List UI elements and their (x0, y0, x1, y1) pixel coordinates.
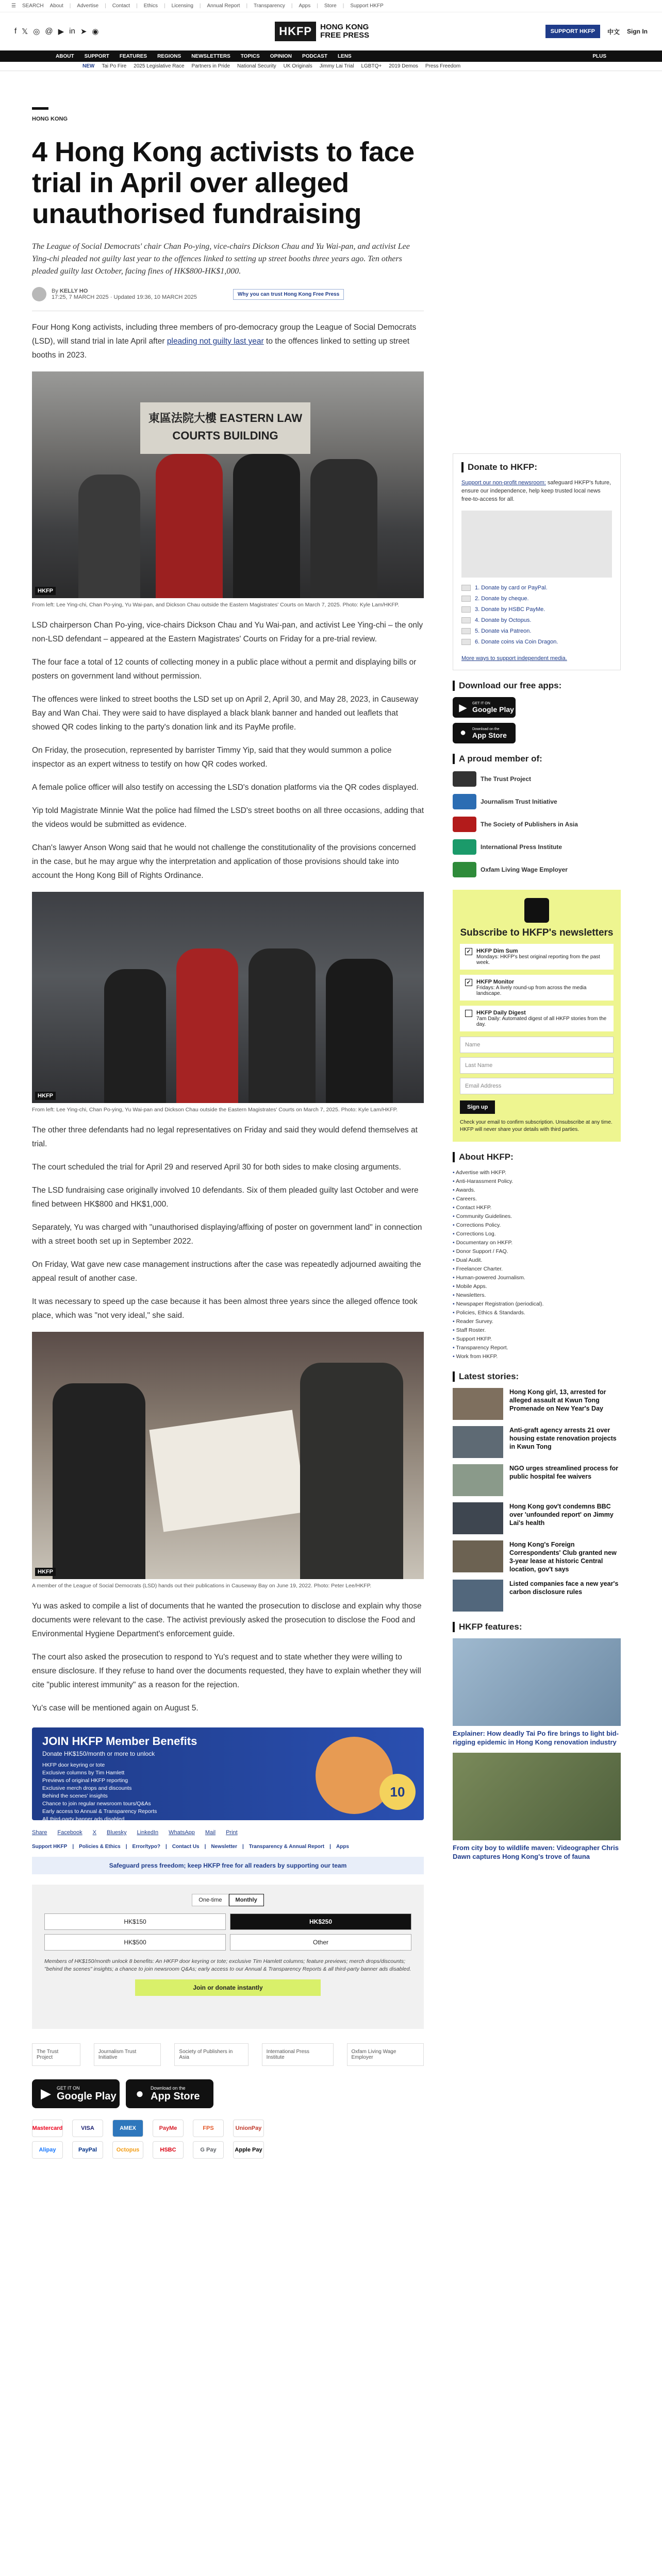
first-name-field[interactable]: Name (460, 1037, 614, 1053)
story-title[interactable]: NGO urges streamlined process for public hospital fee waivers (509, 1465, 619, 1480)
trending-link[interactable]: LGBTQ+ (361, 63, 382, 69)
search-link[interactable]: SEARCH (22, 3, 44, 9)
paragraph: Chan's lawyer Anson Wong said that he would not challenge the constitutionality of the provisions concerned in the case, but he may argue why the interpretation and application of those provisions should take into account the Hong Kong Bill of Rights Ordinance. (32, 843, 416, 880)
donate-method[interactable]: 3. Donate by HSBC PayMe. (461, 606, 612, 613)
toggle-one-time[interactable]: One-time (192, 1894, 228, 1906)
fps-icon: FPS (193, 2120, 224, 2137)
story-title[interactable]: Hong Kong gov't condemns BBC over 'unfounded report' on Jimmy Lai's health (509, 1503, 614, 1527)
share-facebook[interactable]: Facebook (57, 1829, 82, 1836)
about-link[interactable]: • Community Guidelines. (453, 1212, 621, 1221)
newsletter-note: Check your email to confirm subscription. Unsubscribe at any time. HKFP will never share your details with third parties. (460, 1120, 613, 1132)
share-x[interactable]: X (92, 1829, 97, 1836)
paragraph: LSD chairperson Chan Po-ying, vice-chairs Dickson Chau and Yu Wai-pan, and activist Lee Ying-chi – the only non-LSD defendant – appeared at the Eastern Magistrates' Courts on Friday for a pre-trial review. (32, 621, 423, 643)
publish-dates: 17:25, 7 MARCH 2025 · Updated 19:36, 10 MARCH 2025 (52, 294, 197, 300)
checkbox-checked[interactable]: ✓ (465, 979, 472, 986)
trending-link[interactable]: Tai Po Fire (102, 63, 127, 69)
latest-story[interactable] (453, 1426, 621, 1458)
court-sign: 東區法院大樓 EASTERN LAW COURTS BUILDING (140, 402, 310, 454)
photo-caption: From left: Lee Ying-chi, Chan Po-ying, Yu Wai-pan and Dickson Chau outside the Eastern Magistrates' Courts on March 7, 2025. Photo: Kyle Lam/HKFP. (32, 1107, 398, 1113)
about-link[interactable]: • Careers. (453, 1195, 621, 1204)
article-photo[interactable] (32, 371, 424, 598)
amount-option[interactable]: HK$150 (44, 1913, 226, 1930)
logo-mark: HKFP (275, 22, 316, 41)
story-thumbnail (453, 1580, 503, 1612)
checkbox[interactable] (465, 1010, 472, 1017)
banner-title: JOIN HKFP Member Benefits (42, 1735, 197, 1748)
site-logo[interactable] (275, 22, 369, 41)
about-link[interactable]: • Work from HKFP. (453, 1352, 621, 1361)
story-thumbnail (453, 1502, 503, 1534)
donate-image (461, 511, 612, 578)
paragraph: Four Hong Kong activists, including three members of pro-democracy group the League of Social Democrats (LSD), will stand trial in late April after pleading not guilty last year to the offences linked to setting up street booths in 2023. (32, 323, 417, 360)
about-heading: About HKFP: (453, 1152, 621, 1162)
paragraph: The other three defendants had no legal representatives on Friday and said they would defend themselves at trial. (32, 1126, 418, 1148)
share-linkedin[interactable]: LinkedIn (137, 1829, 159, 1836)
cheque-icon (461, 596, 471, 602)
unionpay-icon: UnionPay (233, 2120, 264, 2137)
safeguard-banner[interactable]: Safeguard press freedom; keep HKFP free for all readers by supporting our team (32, 1857, 424, 1874)
jti-logo[interactable]: Journalism Trust Initiative (94, 2043, 161, 2066)
trending-link[interactable]: 2025 Legislative Race (134, 63, 185, 69)
trending-link[interactable]: Press Freedom (425, 63, 461, 69)
apple-icon: ● (459, 727, 467, 738)
footer-link[interactable]: Error/typo? (132, 1844, 160, 1850)
about-link[interactable]: • Mobile Apps. (453, 1282, 621, 1291)
member-logo[interactable]: The Trust Project (453, 771, 621, 787)
top-utility-bar: ☰ SEARCH About | Advertise | Contact | Ethics | Licensing | Annual Report | Transparency | Apps | Store | Support HKFP (0, 0, 662, 12)
share-label: Share (32, 1829, 47, 1836)
newsletter-option[interactable]: ✓ HKFP Monitor Fridays: A lively round-up from across the media landscape. (460, 975, 614, 1001)
support-button[interactable]: SUPPORT HKFP (545, 25, 600, 38)
about-link[interactable]: • Policies, Ethics & Standards. (453, 1309, 621, 1317)
article-photo[interactable] (32, 892, 424, 1103)
search-icon[interactable]: ☰ (11, 3, 16, 9)
amount-option-other[interactable]: Other (230, 1934, 411, 1951)
topbar-link[interactable]: Store (324, 3, 337, 9)
alipay-icon: Alipay (32, 2141, 63, 2159)
share-whatsapp[interactable]: WhatsApp (169, 1829, 195, 1836)
trending-link[interactable]: Jimmy Lai Trial (319, 63, 354, 69)
banner-perks: HKFP door keyring or tote Exclusive columns by Tim Hamlett Previews of original HKFP reporting Exclusive merch drops and discounts Behind the scenes' insights Chance to join regular newsroom tours/Q&As Early access to Annual & Transparency Reports All third-party banner ads disabled (42, 1762, 157, 1822)
newsletter-option[interactable]: ✓ HKFP Dim Sum Mondays: HKFP's best original reporting from the past week. (460, 944, 614, 970)
share-print[interactable]: Print (226, 1829, 238, 1836)
story-thumbnail (453, 1426, 503, 1458)
topbar-link[interactable]: Licensing (171, 3, 193, 9)
inline-link[interactable]: pleading not guilty last year (167, 337, 264, 346)
app-store-badge[interactable]: ● Download on the App Store (126, 2079, 213, 2108)
payment-methods (32, 2120, 424, 2159)
donate-intro-link[interactable]: Support our non-profit newsroom: (461, 480, 546, 486)
author-name[interactable]: KELLY HO (59, 288, 88, 294)
paragraph: The court scheduled the trial for April 29 and reserved April 30 for both sides to make closing arguments. (32, 1163, 401, 1172)
paragraph: The offences were linked to street booths the LSD set up on April 2, April 30, and May 28, 2023, in Causeway Bay and Wan Chai. They were said to have displayed a black blank banner and handed out leaflets that showed QR codes linking to the party's donation link and its PayMe profile. (32, 695, 419, 732)
trending-bar (0, 62, 662, 71)
paragraph: Separately, Yu was charged with "unauthorised displaying/affixing of poster on government land" in connection with a street booth set up in September 2022. (32, 1223, 422, 1246)
paragraph: Yip told Magistrate Minnie Wat the police had filmed the LSD's street booths on all three occasions, adding that the videos would be submitted as evidence. (32, 806, 424, 829)
paragraph: On Friday, the prosecution, represented by barrister Timmy Yip, said that they would summon a police inspector as an expert witness to testify on how QR codes worked. (32, 746, 392, 769)
byline (32, 287, 424, 301)
signup-button[interactable]: Sign up (460, 1100, 495, 1114)
donate-methods (461, 585, 612, 645)
feature-image (453, 1638, 621, 1726)
newsletter-option[interactable]: HKFP Daily Digest 7am Daily: Automated digest of all HKFP stories from the day. (460, 1006, 614, 1031)
sopa-logo[interactable]: Society of Publishers in Asia (174, 2043, 248, 2066)
mail-icon (524, 898, 549, 923)
rss-icon[interactable]: ◉ (92, 27, 99, 36)
latest-story[interactable] (453, 1540, 621, 1573)
share-bar (32, 1829, 424, 1836)
topbar-link[interactable]: Ethics (143, 3, 158, 9)
author-avatar (32, 287, 46, 301)
article-category[interactable]: HONG KONG (32, 107, 48, 122)
footer-link[interactable]: Newsletter (211, 1844, 237, 1850)
hsbc-icon: HSBC (153, 2141, 184, 2159)
mastercard-icon: Mastercard (32, 2120, 63, 2137)
leaflet (149, 1410, 306, 1532)
article-photo[interactable] (32, 1332, 424, 1579)
about-link[interactable]: • Transparency Report. (453, 1344, 621, 1352)
paragraph: It was necessary to speed up the case because it has been almost three years since the alleged offence took place, which was "not very ideal," she said. (32, 1297, 418, 1320)
latest-story[interactable] (453, 1464, 621, 1496)
latest-heading: Latest stories: (453, 1371, 621, 1382)
story-thumbnail (453, 1388, 503, 1420)
about-link[interactable]: • Corrections Policy. (453, 1221, 621, 1230)
join-button[interactable]: Join or donate instantly (135, 1979, 321, 1996)
trending-link[interactable]: Partners in Pride (191, 63, 230, 69)
octopus-icon: Octopus (112, 2141, 143, 2159)
story-title[interactable]: Anti-graft agency arrests 21 over housing estate renovation projects in Kwun Tong (509, 1427, 617, 1450)
donate-heading: Donate to HKFP: (461, 462, 612, 472)
paragraph: Yu was asked to compile a list of documents that he wanted the prosecution to disclose and explain why those documents were relevant to the case. The activist previously asked the prosecution to disclose the Food and Environmental Hygiene Department's enforcement guide. (32, 1602, 422, 1638)
footer-link[interactable]: Policies & Ethics (79, 1844, 121, 1850)
story-thumbnail (453, 1540, 503, 1572)
footer-member-logos (32, 2043, 424, 2066)
nav-item[interactable]: NEWSLETTERS (191, 53, 230, 59)
story-thumbnail (453, 1464, 503, 1496)
article (32, 83, 424, 2159)
donate-method[interactable]: 1. Donate by card or PayPal. (461, 585, 612, 591)
donate-widget: Donate to HKFP: Support our non-profit newsroom: safeguard HKFP's future, ensure our independence, help keep trusted local news free-to-access for all. 1. Donate by card or PayPal. 2. Donate by cheque. 3. Donate by HSBC PayMe. 4. Donate by Octopus. 5. Donate via Patreon. 6. Donate coins via Coin Dragon. More ways to support independent media. (453, 453, 621, 670)
patreon-icon (461, 628, 471, 634)
paypal-icon: PayPal (72, 2141, 103, 2159)
photo-caption: A member of the League of Social Democrats (LSD) hands out their publications in Causeway Bay on June 19, 2022. Photo: Peter Lee/HKFP. (32, 1583, 372, 1589)
topbar-link[interactable]: Annual Report (207, 3, 240, 9)
ipi-logo[interactable]: International Press Institute (262, 2043, 334, 2066)
story-title[interactable]: Listed companies face a new year's carbon disclosure rules (509, 1580, 619, 1596)
about-link[interactable]: • Support HKFP. (453, 1335, 621, 1344)
card-icon (461, 585, 471, 591)
story-title[interactable]: Hong Kong's Foreign Correspondents' Club granted new 3-year lease at historic Central location, gov't says (509, 1541, 617, 1573)
new-label: NEW (82, 63, 95, 69)
topbar-link[interactable]: Contact (112, 3, 130, 9)
google-play-badge[interactable]: ▶ GET IT ON Google Play (453, 697, 516, 718)
feature-card[interactable] (453, 1753, 621, 1861)
frequency-toggle (44, 1894, 411, 1906)
newsletter-heading: Subscribe to HKFP's newsletters (460, 927, 614, 938)
trust-project-logo[interactable]: The Trust Project (32, 2043, 80, 2066)
email-field[interactable]: Email Address (460, 1078, 614, 1094)
main-nav (0, 50, 662, 62)
logo-text-line1: HONG KONG (320, 23, 369, 31)
member-logo[interactable]: Journalism Trust Initiative (453, 794, 621, 809)
nav-item[interactable]: PODCAST (302, 53, 327, 59)
sidebar (453, 453, 621, 1861)
member-logo[interactable]: Oxfam Living Wage Employer (453, 862, 621, 877)
latest-story[interactable] (453, 1580, 621, 1612)
member-logo[interactable]: The Society of Publishers in Asia (453, 817, 621, 832)
about-link[interactable]: • Newspaper Registration (periodical). (453, 1300, 621, 1309)
photo-caption: From left: Lee Ying-chi, Chan Po-ying, Yu Wai-pan, and Dickson Chau outside the Eastern Magistrates' Courts on March 7, 2025. Photo: Kyle Lam/HKFP. (32, 602, 400, 608)
feature-title[interactable]: From city boy to wildlife maven: Videographer Chris Dawn captures Hong Kong's trove of fauna (453, 1844, 619, 1860)
topbar-link[interactable]: Transparency (254, 3, 285, 9)
paragraph: A female police officer will also testify on accessing the LSD's donation platforms via the QR codes displayed. (32, 783, 419, 792)
paragraph: Yu's case will be mentioned again on August 5. (32, 1704, 198, 1713)
features-heading: HKFP features: (453, 1622, 621, 1632)
topbar-link[interactable]: Apps (299, 3, 311, 9)
share-mail[interactable]: Mail (205, 1829, 216, 1836)
threads-icon[interactable]: @ (45, 27, 53, 36)
article-lede: The League of Social Democrats' chair Chan Po-ying, vice-chairs Dickson Chau and Yu Wai-pan, and activist Lee Ying-chi pleaded not guilty last year to the offences linked to setting up street booths three years ago. Ten others pleaded guilty last October, facing fines of HK$800-HK$1,000. (32, 242, 410, 276)
amount-options (44, 1913, 411, 1951)
amex-icon: AMEX (112, 2120, 143, 2137)
toggle-monthly[interactable]: Monthly (229, 1894, 264, 1906)
about-link[interactable]: • Human-powered Journalism. (453, 1274, 621, 1282)
google-play-icon: ▶ (459, 702, 467, 714)
checkbox-checked[interactable]: ✓ (465, 948, 472, 955)
trust-badge[interactable]: Why you can trust Hong Kong Free Press (233, 289, 344, 300)
about-link[interactable]: • Freelancer Charter. (453, 1265, 621, 1274)
logo-text-line2: FREE PRESS (320, 31, 370, 40)
site-header (0, 12, 662, 50)
telegram-icon[interactable]: ➤ (80, 27, 87, 36)
social-links (14, 27, 99, 36)
footer-link[interactable]: Contact Us (172, 1844, 200, 1850)
about-link[interactable]: • Awards. (453, 1186, 621, 1195)
more-ways-link[interactable]: More ways to support independent media. (461, 655, 567, 662)
nav-item[interactable]: OPINION (270, 53, 292, 59)
members-heading: A proud member of: (453, 754, 621, 764)
apps-heading: Download our free apps: (453, 681, 621, 691)
applepay-icon: Apple Pay (233, 2141, 264, 2159)
donation-note: Members of HK$150/month unlock 8 benefits: An HKFP door keyring or tote; exclusive Tim Hamlett columns; feature previews; merch drops/discounts; "behind the scenes" insights; a chance to join newsroom Q&As; early access to our Annual & Transparency Reports & all third-party banner ads disabled. (44, 1958, 411, 1972)
payme-icon: PayMe (153, 2120, 184, 2137)
google-play-badge[interactable]: ▶ GET IT ON Google Play (32, 2079, 120, 2108)
nav-item[interactable]: REGIONS (157, 53, 181, 59)
paragraph: The LSD fundraising case originally involved 10 defendants. Six of them pleaded guilty last October and were fined between HK$800 and HK$1,000. (32, 1186, 419, 1209)
about-link[interactable]: • Anti-Harassment Policy. (453, 1177, 621, 1186)
mascot-image (316, 1737, 393, 1814)
article-footer-links: Support HKFP | Policies & Ethics | Error/typo? | Contact Us | Newsletter | Transparency & Annual Report | Apps (32, 1844, 349, 1850)
anniversary-badge: 10 (379, 1774, 416, 1810)
feature-card[interactable] (453, 1638, 621, 1747)
trending-link[interactable]: 2019 Demos (389, 63, 418, 69)
footer-link[interactable]: Apps (336, 1844, 349, 1850)
member-logo[interactable]: International Press Institute (453, 839, 621, 855)
apple-icon: ● (136, 2086, 144, 2101)
article-title: 4 Hong Kong activists to face trial in April over alleged unauthorised fundraising (32, 137, 415, 229)
nav-plus[interactable]: PLUS (592, 53, 606, 59)
paragraph: On Friday, Wat gave new case management instructions after the case was repeatedly adjourned awaiting the appeal result of another case. (32, 1260, 421, 1283)
about-link[interactable]: • Donor Support / FAQ. (453, 1247, 621, 1256)
google-play-icon: ▶ (41, 2086, 51, 2101)
paragraph: The court also asked the prosecution to respond to Yu's request and to state whether they were willing to ensure disclosure. If they refuse to hand over the documents requested, they have to explain whether they will cite "public interest immunity" as a reason for the rejection. (32, 1653, 421, 1689)
photo-watermark: HKFP (35, 1568, 56, 1576)
paragraph: The four face a total of 12 counts of collecting money in a public place without a permit and displaying bills or posters on government land without permission. (32, 658, 417, 681)
feature-title[interactable]: Explainer: How deadly Tai Po fire brings to light bid-rigging epidemic in Hong Kong renovation industry (453, 1730, 619, 1746)
byline-by: By (52, 288, 58, 294)
latest-story[interactable] (453, 1388, 621, 1420)
photo-watermark: HKFP (35, 587, 56, 595)
feature-image (453, 1753, 621, 1840)
about-link[interactable]: • Corrections Log. (453, 1230, 621, 1239)
nav-item[interactable]: SUPPORT (84, 53, 109, 59)
about-link[interactable]: • Newsletters. (453, 1291, 621, 1300)
membership-banner[interactable] (32, 1727, 424, 1820)
amount-option[interactable]: HK$500 (44, 1934, 226, 1951)
donate-method[interactable]: 4. Donate by Octopus. (461, 617, 612, 623)
donate-method[interactable]: 2. Donate by cheque. (461, 596, 612, 602)
trending-link[interactable]: UK Originals (283, 63, 312, 69)
share-bluesky[interactable]: Bluesky (107, 1829, 127, 1836)
about-link[interactable]: • Documentary on HKFP. (453, 1239, 621, 1247)
footer-link[interactable]: Support HKFP (32, 1844, 68, 1850)
about-link[interactable]: • Reader Survey. (453, 1317, 621, 1326)
nav-item[interactable]: FEATURES (119, 53, 147, 59)
donate-method[interactable]: 5. Donate via Patreon. (461, 628, 612, 634)
topbar-link[interactable]: About (49, 3, 63, 9)
language-switch[interactable]: 中文 (607, 28, 620, 36)
instagram-icon[interactable]: ◎ (33, 27, 40, 36)
gpay-icon: G Pay (193, 2141, 224, 2159)
about-link[interactable]: • Advertise with HKFP. (453, 1168, 621, 1177)
signin-link[interactable]: Sign In (627, 28, 648, 35)
payme-icon (461, 606, 471, 613)
x-icon[interactable]: 𝕏 (22, 27, 28, 36)
about-link[interactable]: • Contact HKFP. (453, 1204, 621, 1212)
octopus-icon (461, 617, 471, 623)
banner-subtitle: Donate HK$150/month or more to unlock (42, 1750, 155, 1757)
topbar-link[interactable]: Advertise (77, 3, 99, 9)
facebook-icon[interactable]: f (14, 27, 17, 36)
photo-watermark: HKFP (35, 1092, 56, 1100)
about-link[interactable]: • Staff Roster. (453, 1326, 621, 1335)
donation-box (32, 1885, 424, 2029)
visa-icon: VISA (72, 2120, 103, 2137)
latest-story[interactable] (453, 1502, 621, 1534)
nav-item[interactable]: ABOUT (56, 53, 74, 59)
oxfam-logo[interactable]: Oxfam Living Wage Employer (347, 2043, 424, 2066)
coin-icon (461, 639, 471, 645)
about-link[interactable]: • Dual Audit. (453, 1256, 621, 1265)
app-store-badge[interactable]: ● Download on the App Store (453, 723, 516, 743)
footer-app-badges (32, 2079, 424, 2108)
linkedin-icon[interactable]: in (69, 27, 75, 36)
about-links (453, 1168, 621, 1361)
newsletter-signup (453, 890, 621, 1142)
story-title[interactable]: Hong Kong girl, 13, arrested for alleged assault at Kwun Tong Promenade on New Year's Day (509, 1388, 606, 1412)
footer-link[interactable]: Transparency & Annual Report (249, 1844, 325, 1850)
donate-method[interactable]: 6. Donate coins via Coin Dragon. (461, 639, 612, 645)
youtube-icon[interactable]: ▶ (58, 27, 64, 36)
topbar-link[interactable]: Support HKFP (350, 3, 384, 9)
nav-item[interactable]: LENS (337, 53, 352, 59)
amount-option-selected[interactable]: HK$250 (230, 1913, 411, 1930)
trending-link[interactable]: National Security (237, 63, 276, 69)
last-name-field[interactable]: Last Name (460, 1057, 614, 1074)
nav-item[interactable]: TOPICS (240, 53, 260, 59)
